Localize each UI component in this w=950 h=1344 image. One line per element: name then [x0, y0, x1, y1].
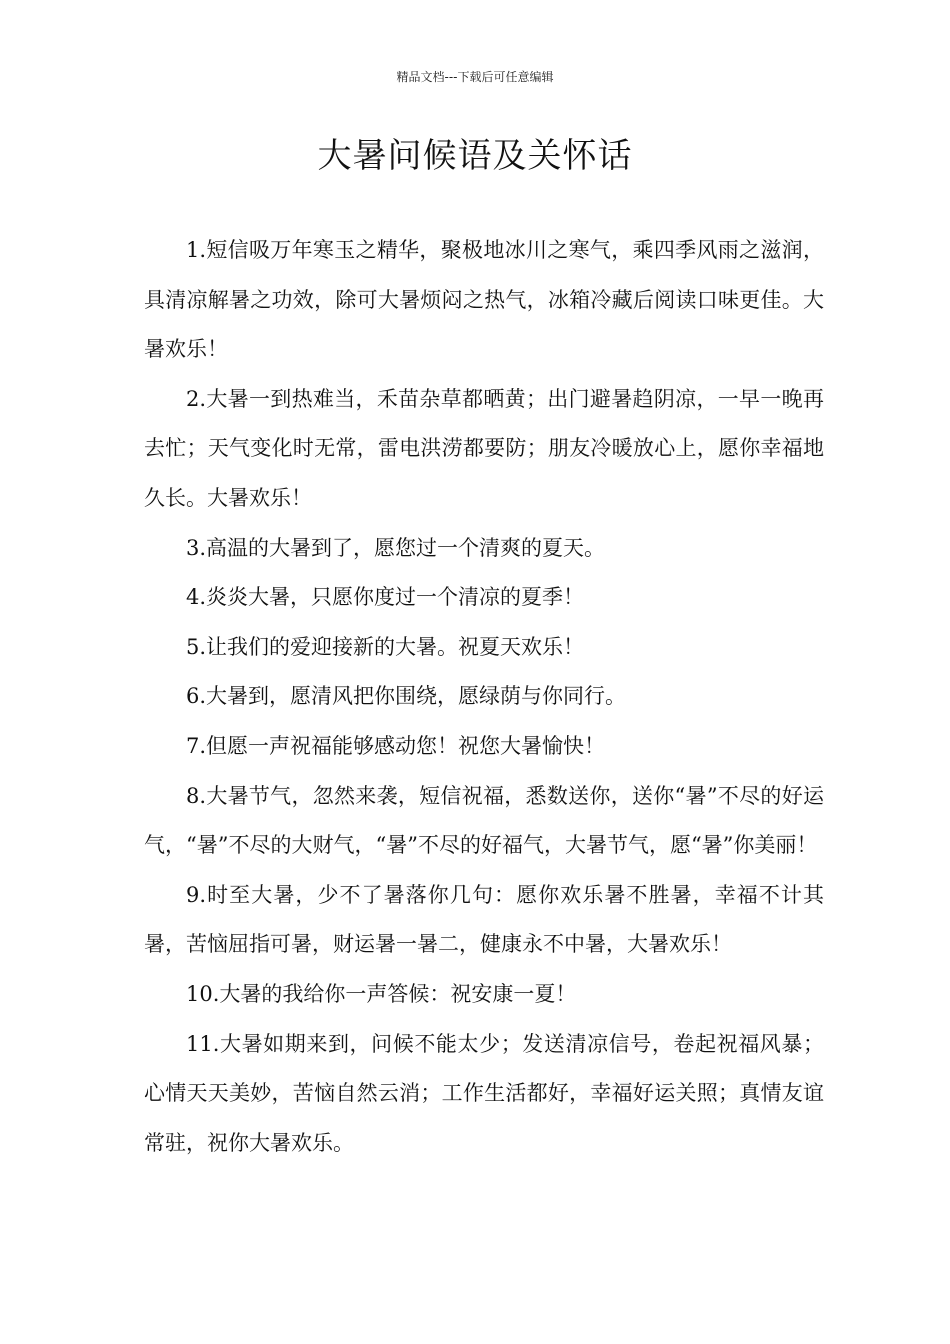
paragraph: 3.高温的大暑到了，愿您过一个清爽的夏天。 — [186, 535, 606, 560]
paragraph: 9.时至大暑，少不了暑落你几句：愿你欢乐暑不胜暑，幸福不计其暑，苦恼屈指可暑，财运暑一暑二，健康永不中暑，大暑欢乐！ — [144, 882, 824, 957]
paragraph: 5.让我们的爱迎接新的大暑。祝夏天欢乐！ — [186, 634, 585, 659]
paragraph: 10.大暑的我给你一声答候：祝安康一夏！ — [186, 981, 577, 1006]
paragraph: 6.大暑到，愿清风把你围绕，愿绿荫与你同行。 — [186, 684, 627, 709]
paragraph: 11.大暑如期来到，问候不能太少；发送清凉信号，卷起祝福风暴；心情天天美妙，苦恼自然云消；工作生活都好，幸福好运关照；真情友谊常驻，祝你大暑欢乐。 — [144, 1031, 824, 1155]
paragraph: 1.短信吸万年寒玉之精华，聚极地冰川之寒气，乘四季风雨之滋润，具清凉解暑之功效，除可大暑烦闷之热气，冰箱冷藏后阅读口味更佳。大暑欢乐！ — [144, 238, 824, 362]
page-header: 精品文档---下载后可任意编辑 — [396, 70, 554, 84]
paragraph: 7.但愿一声祝福能够感动您！祝您大暑愉快！ — [186, 733, 606, 758]
page-title: 大暑问候语及关怀话 — [317, 136, 633, 176]
paragraph: 2.大暑一到热难当，禾苗杂草都晒黄；出门避暑趋阴凉，一早一晚再去忙；天气变化时无常，雷电洪涝都要防；朋友冷暖放心上，愿你幸福地久长。大暑欢乐！ — [144, 386, 824, 510]
document-body — [144, 226, 824, 1168]
paragraph: 4.炎炎大暑，只愿你度过一个清凉的夏季！ — [186, 585, 585, 610]
paragraph: 8.大暑节气，忽然来袭，短信祝福，悉数送你，送你“暑”不尽的好运气，“暑”不尽的大财气，“暑”不尽的好福气，大暑节气，愿“暑”你美丽！ — [144, 783, 824, 858]
